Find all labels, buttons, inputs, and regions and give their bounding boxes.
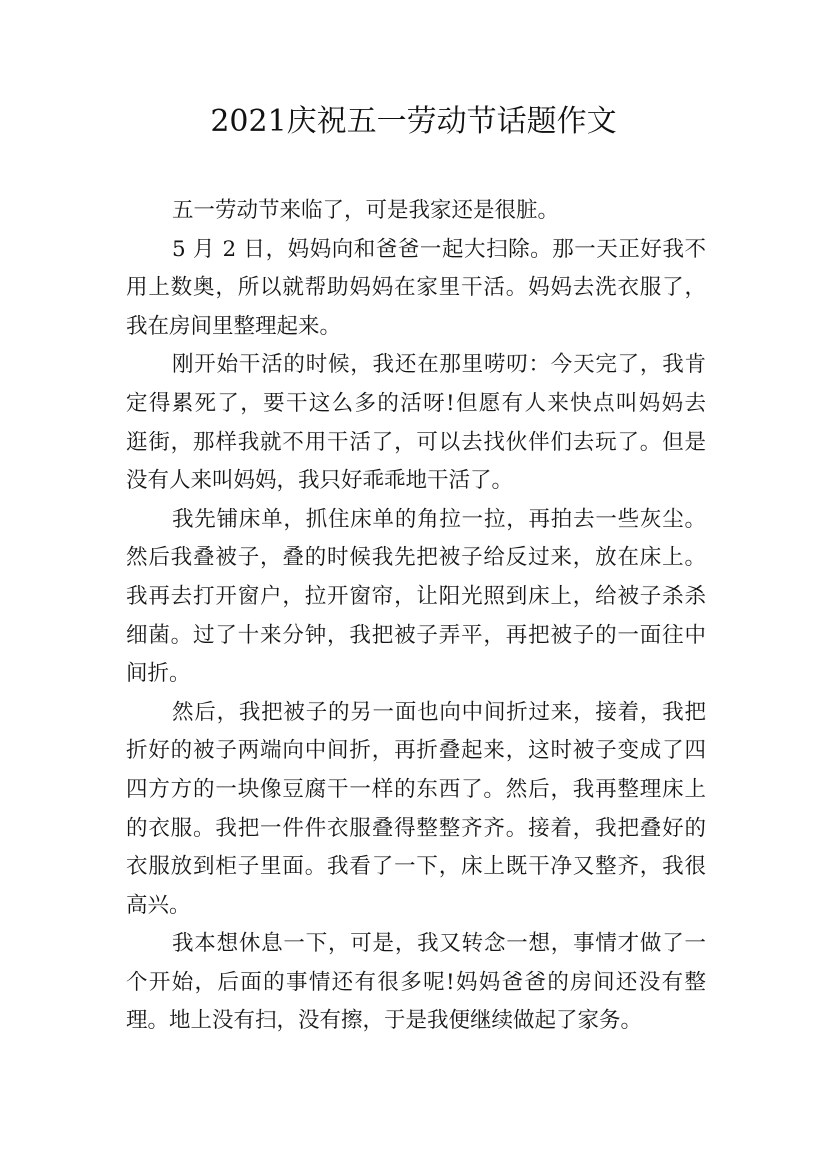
text-line: 5 月 2 日，妈妈向和爸爸一起大扫除。那一天正好我不: [172, 236, 706, 262]
text-line: 五一劳动节来临了，可是我家还是很脏。: [172, 198, 560, 223]
text-line: 然后我叠被子，叠的时候我先把被子给反过来，放在床上。: [126, 545, 706, 571]
paragraph: [126, 192, 706, 231]
text-line: 间折。: [126, 661, 191, 687]
text-line: 没有人来叫妈妈，我只好乖乖地干活了。: [126, 468, 514, 494]
text-line: 折好的被子两端向中间折，再折叠起来，这时被子变成了四: [126, 738, 706, 764]
text-line: 的衣服。我把一件件衣服叠得整整齐齐。接着，我把叠好的: [126, 815, 706, 841]
text-line: 理。地上没有扫，没有擦，于是我便继续做起了家务。: [126, 1008, 643, 1034]
paragraph: [126, 231, 706, 347]
paragraph: [126, 346, 706, 500]
text-line: 细菌。过了十来分钟，我把被子弄平，再把被子的一面往中: [126, 622, 706, 648]
document-title: 2021庆祝五一劳动节话题作文: [210, 104, 617, 139]
essay-body: [126, 192, 706, 1041]
paragraph: [126, 694, 706, 926]
text-line: 用上数奥，所以就帮助妈妈在家里干活。妈妈去洗衣服了，: [126, 275, 706, 301]
text-line: 高兴。: [126, 892, 191, 918]
text-line: 我本想休息一下，可是，我又转念一想，事情才做了一: [172, 931, 706, 957]
text-line: 刚开始干活的时候，我还在那里唠叨：今天完了，我肯: [172, 352, 706, 378]
text-line: 衣服放到柜子里面。我看了一下，床上既干净又整齐，我很: [126, 854, 706, 880]
text-line: 四方方的一块像豆腐干一样的东西了。然后，我再整理床上: [126, 776, 706, 802]
paragraph: [126, 501, 706, 694]
text-line: 我先铺床单，抓住床单的角拉一拉，再拍去一些灰尘。: [172, 506, 706, 532]
text-line: 个开始，后面的事情还有很多呢!妈妈爸爸的房间还没有整: [126, 969, 706, 995]
paragraph: [126, 925, 706, 1041]
text-line: 我再去打开窗户，拉开窗帘，让阳光照到床上，给被子杀杀: [126, 583, 706, 609]
text-line: 定得累死了，要干这么多的活呀!但愿有人来快点叫妈妈去: [126, 390, 706, 416]
text-line: 我在房间里整理起来。: [126, 313, 342, 339]
text-line: 然后，我把被子的另一面也向中间折过来，接着，我把: [172, 699, 706, 725]
text-line: 逛街，那样我就不用干活了，可以去找伙伴们去玩了。但是: [126, 429, 706, 455]
